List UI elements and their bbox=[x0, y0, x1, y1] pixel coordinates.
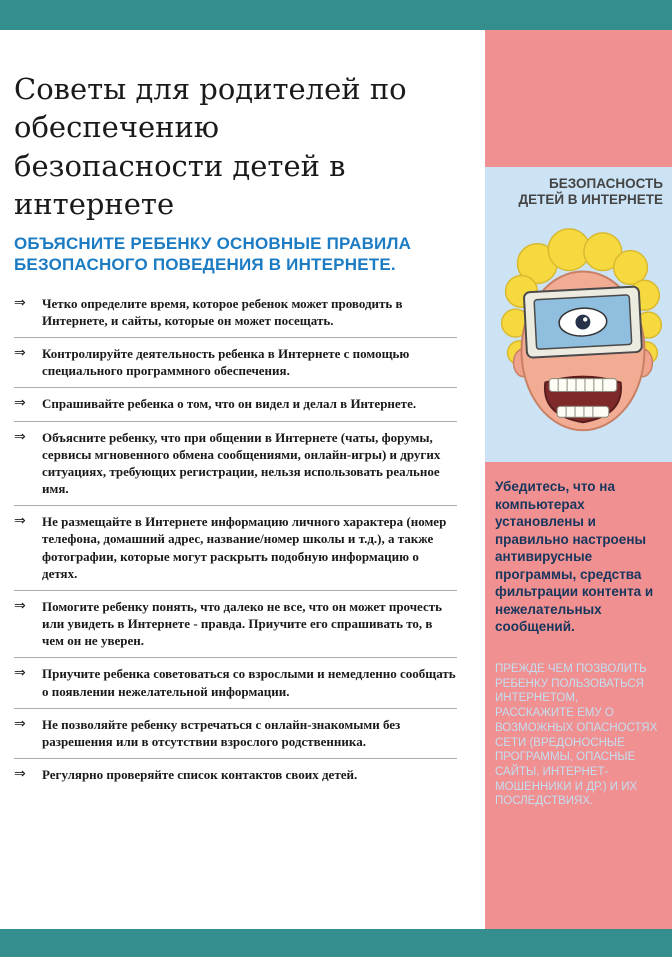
tip-text: Контролируйте деятельность ребенка в Интернете с помощью специального программного обеспечения. bbox=[42, 345, 410, 379]
tip-item bbox=[14, 337, 457, 387]
page-title: Советы для родителей по обеспечению безопасности детей в интернете bbox=[14, 72, 407, 221]
arrow-bullet-icon: ⇒ bbox=[14, 665, 26, 682]
arrow-bullet-icon: ⇒ bbox=[14, 395, 26, 412]
tip-item bbox=[14, 505, 457, 590]
arrow-bullet-icon: ⇒ bbox=[14, 597, 26, 614]
arrow-bullet-icon: ⇒ bbox=[14, 513, 26, 530]
tip-text: Четко определите время, которое ребенок может проводить в Интернете, и сайты, которые он может посещать. bbox=[42, 295, 403, 328]
tip-item bbox=[14, 708, 457, 758]
tip-item bbox=[14, 421, 457, 506]
arrow-bullet-icon: ⇒ bbox=[14, 428, 26, 445]
tips-list bbox=[14, 288, 457, 792]
top-accent-bar bbox=[0, 0, 672, 30]
tip-text: Не размещайте в Интернете информацию личного характера (номер телефона, домашний адрес, название/номер школы и т.д.), а также фотографии, которые могут раскрыть подобную информацию о детях. bbox=[42, 514, 447, 581]
sidebar-note-antivirus: Убедитесь, что на компьютерах установлены и правильно настроены антивирусные программы, средства фильтрации контента и нежелательных сообщений. bbox=[495, 479, 654, 635]
bottom-accent-bar bbox=[0, 929, 672, 957]
tip-text: Не позволяйте ребенку встречаться с онлайн-знакомыми без разрешения или в отсутствии взрослого родственника. bbox=[42, 716, 401, 749]
main-content bbox=[0, 30, 485, 929]
card-title: БЕЗОПАСНОСТЬ ДЕТЕЙ В ИНТЕРНЕТЕ bbox=[518, 176, 663, 208]
tip-item bbox=[14, 288, 457, 337]
sidebar-note-warning: ПРЕЖДЕ ЧЕМ ПОЗВОЛИТЬ РЕБЕНКУ ПОЛЬЗОВАТЬСЯ ИНТЕРНЕТОМ, РАССКАЖИТЕ ЕМУ О ВОЗМОЖНЫХ ОПАСНОСТЯХ СЕТИ (ВРЕДОНОСНЫЕ ПРОГРАММЫ, ОПАСНЫЕ САЙТЫ, ИНТЕРНЕТ-МОШЕННИКИ И ДР.) И ИХ ПОСЛЕДСТВИЯХ. bbox=[495, 663, 658, 808]
tip-text: Объясните ребенку, что при общении в Интернете (чаты, форумы, сервисы мгновенного обмена сообщениями, онлайн-игры) и других ситуациях, требующих регистрации, нельзя использовать реальное имя. bbox=[42, 429, 441, 497]
arrow-bullet-icon: ⇒ bbox=[14, 294, 26, 311]
tip-text: Спрашивайте ребенка о том, что он видел и делал в Интернете. bbox=[42, 396, 417, 412]
tip-item bbox=[14, 758, 457, 792]
child-with-monitor-illustration bbox=[485, 212, 672, 450]
tip-item bbox=[14, 590, 457, 657]
safety-card bbox=[485, 167, 672, 462]
tip-item bbox=[14, 657, 457, 707]
tip-text: Приучите ребенка советоваться со взрослыми и немедленно сообщать о появлении нежелательной информации. bbox=[42, 666, 456, 699]
tip-item bbox=[14, 387, 457, 421]
section-heading: ОБЪЯСНИТЕ РЕБЕНКУ ОСНОВНЫЕ ПРАВИЛА БЕЗОПАСНОГО ПОВЕДЕНИЯ В ИНТЕРНЕТЕ. bbox=[14, 234, 412, 275]
tip-text: Помогите ребенку понять, что далеко не все, что он может прочесть или увидеть в Интернете - правда. Приучите его спрашивать то, в чем он не уверен. bbox=[42, 598, 443, 649]
arrow-bullet-icon: ⇒ bbox=[14, 344, 26, 361]
tip-text: Регулярно проверяйте список контактов своих детей. bbox=[42, 767, 358, 783]
sidebar bbox=[485, 30, 672, 929]
arrow-bullet-icon: ⇒ bbox=[14, 766, 26, 783]
arrow-bullet-icon: ⇒ bbox=[14, 715, 26, 732]
